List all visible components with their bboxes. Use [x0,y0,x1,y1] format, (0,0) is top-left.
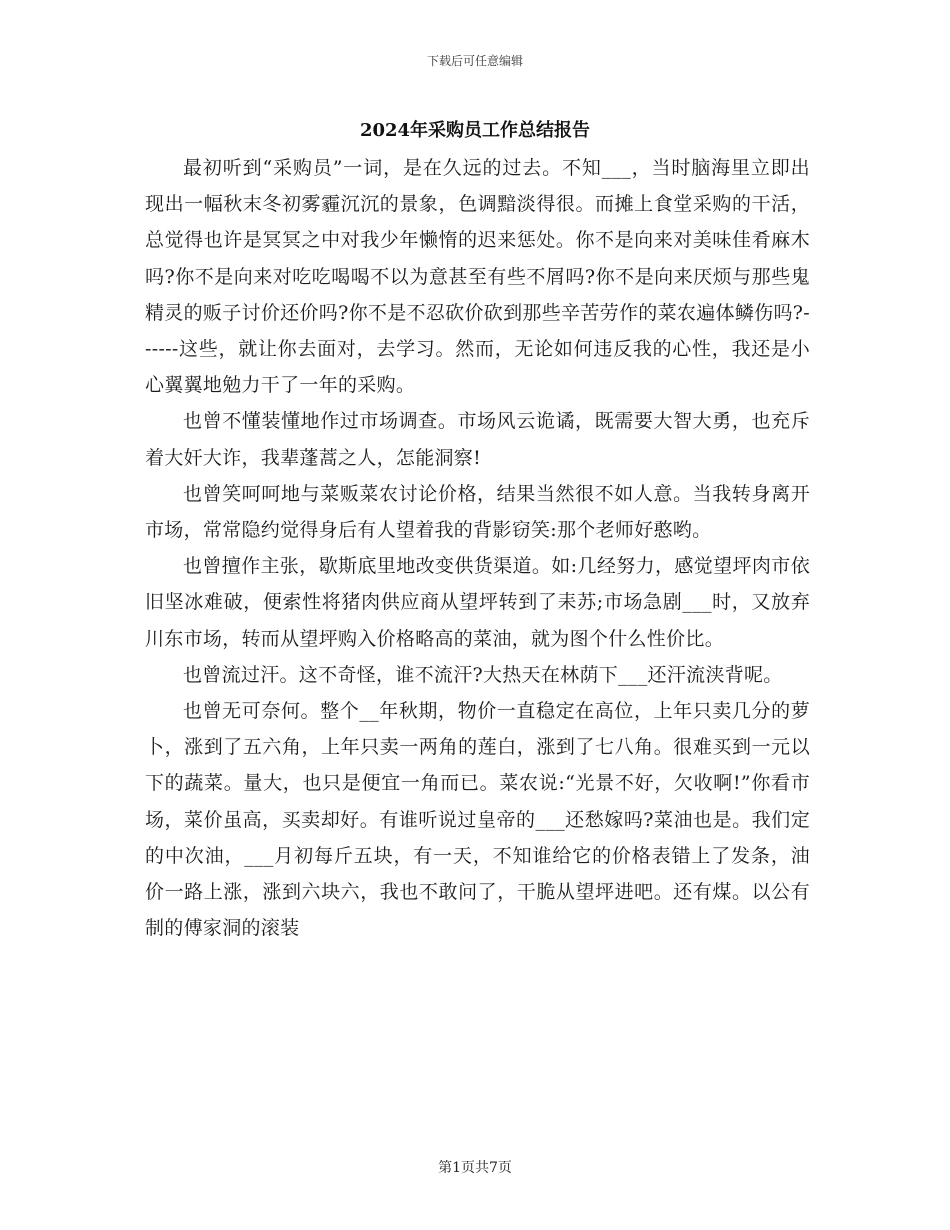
paragraph: 也曾笑呵呵地与菜贩菜农讨论价格，结果当然很不如人意。当我转身离开市场，常常隐约觉得身后有人望着我的背影窃笑:那个老师好憨哟。 [145,482,810,542]
page-footer-number: 第1页共7页 [438,1160,512,1176]
document-body [145,150,810,946]
paragraph: 也曾不懂装懂地作过市场调查。市场风云诡谲，既需要大智大勇，也充斥着大奸大诈，我辈蓬蒿之人，怎能洞察! [145,410,810,469]
page-header-note: 下载后可任意编辑 [426,54,523,68]
paragraph: 也曾无可奈何。整个__年秋期，物价一直稳定在高位，上年只卖几分的萝卜，涨到了五六角，上年只卖一两角的莲白，涨到了七八角。很难买到一元以下的蔬菜。量大，也只是便宜一角而已。菜农说:“光景不好，欠收啊!”你看市场，菜价虽高，买卖却好。有谁听说过皇帝的___还愁嫁吗?菜油也是。我们定的中次油，___月初每斤五块，有一天，不知谁给它的价格表错上了发条，油价一路上涨，涨到六块六，我也不敢问了，干脆从望坪进吧。还有煤。以公有制的傅家洞的滚装 [145,700,810,940]
paragraph: 也曾擅作主张，歇斯底里地改变供货渠道。如:几经努力，感觉望坪肉市依旧坚冰难破，便索性将猪肉供应商从望坪转到了耒苏;市场急剧___时，又放弃川东市场，转而从望坪购入价格略高的菜油，就为图个什么性价比。 [145,555,810,650]
document-title: 2024年采购员工作总结报告 [359,120,591,141]
paragraph: 最初听到“采购员”一词，是在久远的过去。不知___，当时脑海里立即出现出一幅秋末冬初雾霾沉沉的景象，色调黯淡得很。而摊上食堂采购的干活，总觉得也许是冥冥之中对我少年懒惰的迟来惩处。你不是向来对美味佳肴麻木吗?你不是向来对吃吃喝喝不以为意甚至有些不屑吗?你不是向来厌烦与那些鬼精灵的贩子讨价还价吗?你不是不忍砍价砍到那些辛苦劳作的菜农遍体鳞伤吗?------这些，就让你去面对，去学习。然而，无论如何违反我的心性，我还是小心翼翼地勉力干了一年的采购。 [145,157,810,397]
paragraph: 也曾流过汗。这不奇怪，谁不流汗?大热天在林荫下___还汗流浃背呢。 [183,663,783,686]
